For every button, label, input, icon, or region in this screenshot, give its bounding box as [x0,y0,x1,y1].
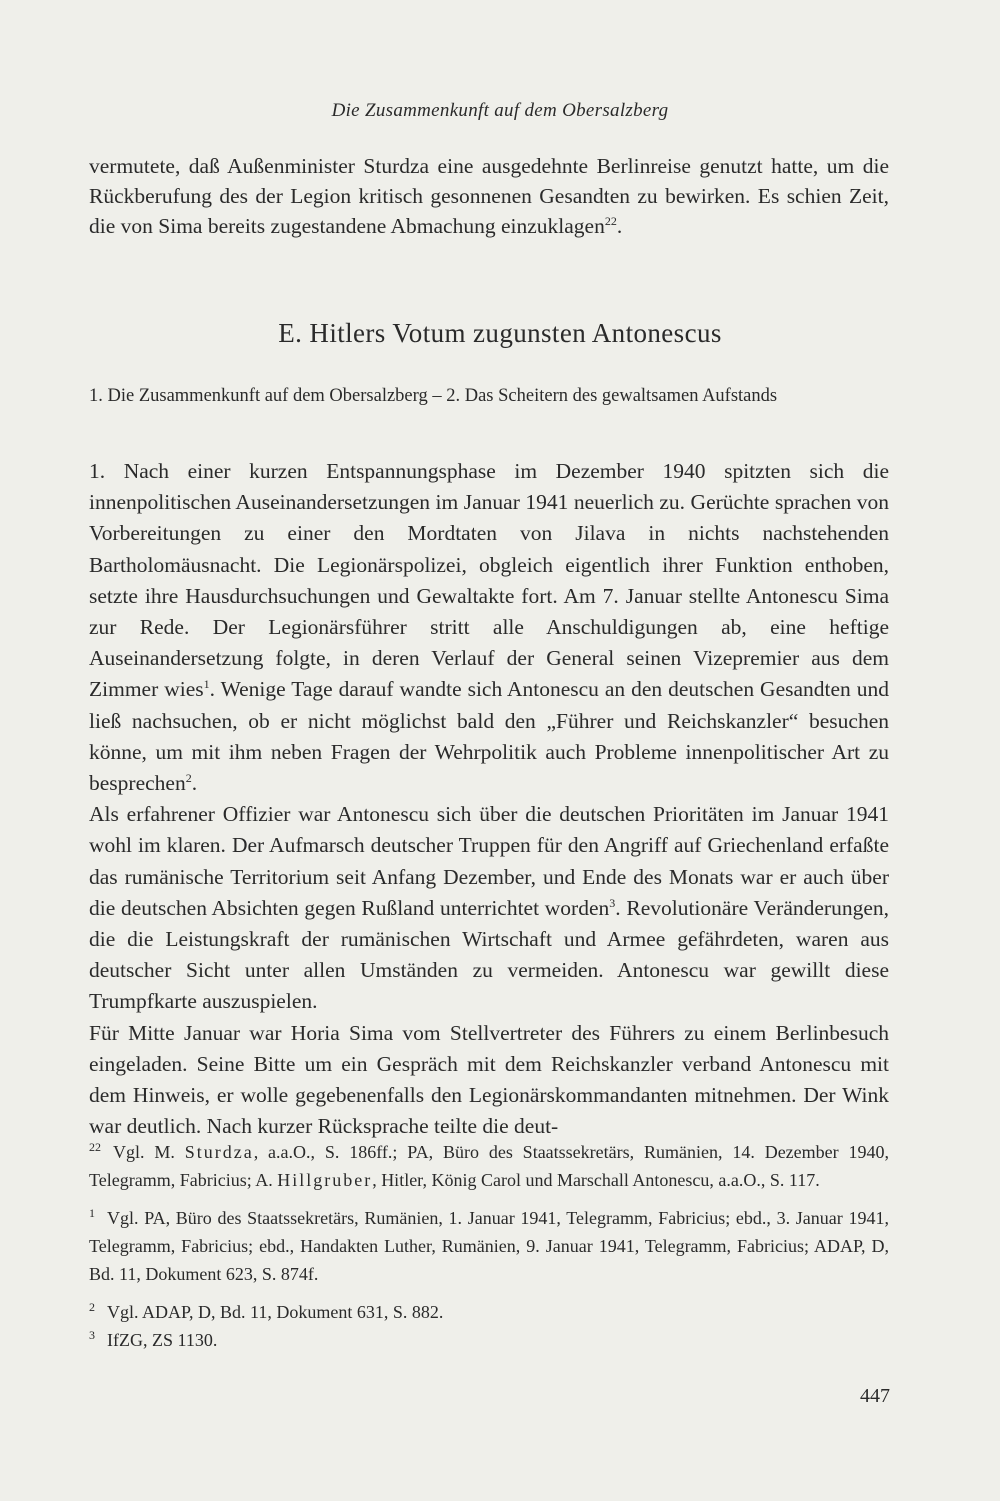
footnote-ref-2: 2 [185,770,192,785]
paragraph-2: Als erfahrener Offizier war Antonescu sich über die deutschen Prioritäten im Januar 1941 wohl im klaren. Der Aufmarsch deutscher Truppen für den Angriff auf Griechenland erfaßte das rumänische Territorium seit Anfang Dezember, und Ende des Monats war er auch über die deutschen Absichten gegen Rußland unterrichtet worden$^3$. Revolutionäre Veränderungen, die die Leistungskraft der rumänischen Wirtschaft und Armee gefährdeten, waren aus deutscher Sicht unter allen Umständen zu vermeiden. Antonescu war gewillt diese Trumpfkarte auszuspielen. [89,802,889,1014]
paragraph-1: 1. Nach einer kurzen Entspannungsphase im Dezember 1940 spitzten sich die innenpolitischen Auseinandersetzungen im Januar 1941 neuerlich zu. Gerüchte sprachen von Vorbereitungen zu einer den Mordtaten von Jilava in nichts nachstehenden Bartholomäusnacht. Die Legionärspolizei, obgleich eigentlich ihrer Funktion enthoben, setzte ihre Hausdurchsuchungen und Gewaltakte fort. Am 7. Januar stellte Antonescu Sima zur Rede. Der Legionärsführer stritt alle Anschuldigungen ab, eine heftige Auseinandersetzung folgte, in deren Verlauf der General seinen Vizepremier aus dem Zimmer wies$^1$. Wenige Tage darauf wandte sich Antonescu an den deutschen Gesandten und ließ nachsuchen, ob er nicht möglichst bald den „Führer und Reichskanzler“ besuchen könne, um mit ihm neben Fragen der Wehrpolitik auch Probleme innenpolitischer Art zu besprechen$^2$. [89,459,889,796]
footnote-ref-3: 3 [609,895,616,910]
footnotes [89,1138,889,1364]
running-head: Die Zusammenkunft auf dem Obersalzberg [331,100,669,121]
section-overview: 1. Die Zusammenkunft auf dem Obersalzberg – 2. Das Scheitern des gewaltsamen Aufstands [89,386,778,406]
footnote-3: $^3$ IfZG, ZS 1130. [89,1328,218,1350]
footnote-22: $^{22}$ Vgl. M. Sturdza, a.a.O., S. 186ff.; PA, Büro des Staatssekretärs, Rumänien, 14. Dezember 1940, Telegramm, Fabricius; A. Hillgruber, Hitler, König Carol und Marschall Antonescu, a.a.O., S. 117. [89,1140,889,1190]
intro-text: vermutete, daß Außenminister Sturdza eine ausgedehnte Berlinreise genutzt hatte, um die Rückberufung des der Legion kritisch gesonnenen Gesandten zu bewirken. Es schien Zeit, die von Sima bereits zugestandene Abmachung einzuklagen [89,154,889,238]
page-number: 447 [860,1385,890,1407]
chapter-title: E. Hitlers Votum zugunsten Antonescus [278,318,722,348]
body-text [89,456,889,1142]
footnote-2: $^2$ Vgl. ADAP, D, Bd. 11, Dokument 631, S. 882. [89,1300,444,1322]
paragraph-3: Für Mitte Januar war Horia Sima vom Stellvertreter des Führers zu einem Berlinbesuch eingeladen. Seine Bitte um ein Gespräch mit dem Reichskanzler verband Antonescu mit dem Hinweis, er wolle gegebenenfalls den Legionärskommandanten mitnehmen. Der Wink war deutlich. Nach kurzer Rücksprache teilte die deut- [89,1020,889,1139]
footnote-1: $^1$ Vgl. PA, Büro des Staatssekretärs, Rumänien, 1. Januar 1941, Telegramm, Fabricius; ebd., 3. Januar 1941, Telegramm, Fabricius; ebd., Handakten Luther, Rumänien, 9. Januar 1941, Telegramm, Fabricius; ADAP, D, Bd. 11, Dokument 623, S. 874f. [89,1206,889,1284]
footnote-ref-22: 22 [604,213,617,228]
intro-paragraph: vermutete, daß Außenminister Sturdza eine ausgedehnte Berlinreise genutzt hatte, um die Rückberufung des der Legion kritisch gesonnenen Gesandten zu bewirken. Es schien Zeit, die von Sima bereits zugestandene Abmachung einzuklagen$^{22}$. [89,154,889,238]
footnote-ref-1: 1 [203,677,210,692]
